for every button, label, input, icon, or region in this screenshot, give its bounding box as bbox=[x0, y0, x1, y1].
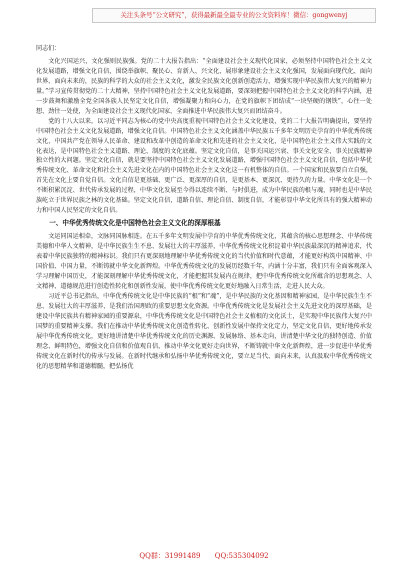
paragraph: 党的十八大以来，以习近平同志为核心的党中央高度重视中国特色社会主义文化建设，党的二十大报告明确提出，要坚持中国特色社会主义文化发展道路，增强文化自信。中国特色社会主义文化涵盖中华民族五千多年文明历史孕育的中华优秀传统文化，中国共产党在领导人民革命、建设和改革中创造的革命文化和先进的社会主义文化，是中国特色社会主义伟大实践的文化表达，是中国特色社会主义道路、理论、制度的文化底蕴。坚定文化自信，是事关国运兴衰、事关文化安全、事关民族精神独立性的大问题。坚定文化自信，就是要坚持中国特色社会主义文化发展道路，增强中国特色社会主义文化自信，包括中华优秀传统文化、革命文化和社会主义先进文化在内的中国特色社会主义文化这一有机整体的自信。一个国家和民族要自立自强，首先在文化上要自觉自信。文化自信是更基础、更广泛、更深厚的自信，是更基本、更深沉、更持久的力量。中华文化是一个不断积累沉淀、世代传承发展的过程，中华文化发展至今得以连续不断、与时俱进，成为中华民族的根与魂，同时也是中华民族屹立于世界民族之林的文化基础。坚定文化自信，道路自信、理论自信、制度自信，才能彰显中华文化所具有的强大精神动力和中国人民坚定的文化自信。 bbox=[36, 117, 372, 215]
footer-qq-group: QQ群：31991489 bbox=[139, 552, 201, 560]
header-banner: 关注头条号“公文研究”，获得最新最全最专业的公文资料库！微信：gongwenyj bbox=[92, 8, 376, 23]
salutation: 同志们： bbox=[36, 45, 61, 52]
paragraph: 文运同国运相牵，文脉同国脉相连。在五千多年文明发展中孕育的中华优秀传统文化，其蕴含的核心思想理念、中华传统美德和中华人文精神，是中华民族生生不息、发展壮大的丰厚滋养，中华优秀传统文化积淀着中华民族最深沉的精神追求，代表着中华民族独特的精神标识。我们只有更深刻地理解中华优秀传统文化的当代价值和时代意蕴，才能更好构筑中国精神、中国价值、中国力量，不断铸就中华文化新辉煌。中华优秀传统文化的发展历经数千年，内涵十分丰富，我们只有全面客观深入学习理解中国历史，才能深刻理解中华优秀传统文化，才能把握其发展内在规律，把中华优秀传统文化所蕴含的思想观念、人文精神、道德规范进行创造性转化和创新性发展，使中华优秀传统文化更好地融入日常生活，走进人民大众。 bbox=[36, 233, 372, 290]
section-heading: 一、中华优秀传统文化是中国特色社会主义文化的深厚根基 bbox=[49, 219, 221, 228]
footer-qq: QQ:535304092 bbox=[214, 552, 269, 560]
paragraph: 文化兴国运兴，文化强则民族强。党的二十大报告指出：“全面建设社会主义现代化国家，必须坚持中国特色社会主义文化发展道路，增强文化自信，围绕举旗帜、聚民心、育新人、兴文化、展形象建设社会主义文化强国，发展面向现代化、面向世界、面向未来的，民族的科学的大众的社会主义文化，激发全民族文化创新创造活力，增强实现中华民族伟大复兴的精神力量。”学习宣传贯彻党的二十大精神，坚持中国特色社会主义文化发展道路，要深刻把握中国特色社会主义文化的科学内涵，进一步鼓舞和激励全党全国各族人民坚定文化自信，增强凝聚力和向心力，在党的旗帜下团结成“一块坚硬的钢铁”，心往一处想、劲往一处使，为全面建设社会主义现代化国家、全面推进中华民族伟大复兴而团结奋斗。 bbox=[36, 57, 372, 115]
document-body bbox=[36, 44, 372, 530]
paragraph: 习近平总书记指出，中华优秀传统文化是中华民族的“根”和“魂”，是中华民族的文化基因和精神家园，是中华民族生生不息、发展壮大的丰厚滋养，是我们治国理政的重要思想文化资源。中华优秀传统文化是发展社会主义先进文化的深厚基础，是建设中华民族共有精神家园的重要源泉，中华优秀传统文化是中国特色社会主义植根的文化沃土，是实现中华民族伟大复兴中国梦的重要精神支撑。我们在推动中华优秀传统文化创造性转化、创新性发展中保持文化定力，坚定文化自信，更好地传承发展中华优秀传统文化，更好地讲清楚中华优秀传统文化的历史渊源、发展脉络、基本走向，讲清楚中华文化的独特创造、价值理念、鲜明特色，增强文化自信和价值观自信，推动中华文化更好走向世界，不断铸就中华文化新辉煌，进一步促进中华优秀传统文化在新时代的传承与发展。在新时代继承和弘扬中华优秀传统文化，要立足当代、面向未来，认真汲取中华优秀传统文化的思想精华和道德精髓，把弘扬优 bbox=[36, 292, 372, 370]
footer bbox=[0, 549, 408, 563]
